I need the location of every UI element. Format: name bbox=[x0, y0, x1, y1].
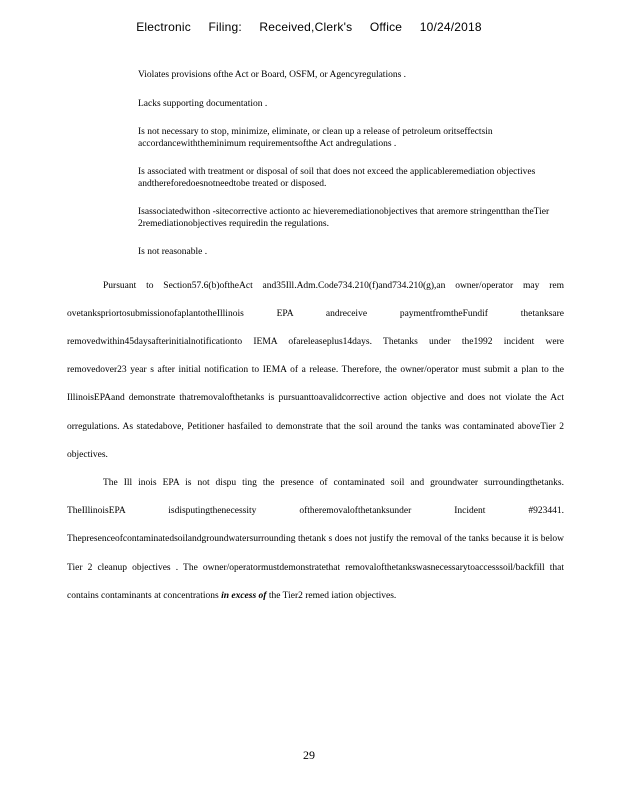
paragraph-pursuant: Pursuant to Section57.6(b)oftheAct and35Ill.Adm.Code734.210(f)and734.210(g),an owner/operator may rem ovetankspriortosubmissionofaplantotheIllinois EPA andreceive paymentfromtheFundif thetanksare removedwithin45daysafterinitialnotificationto IEMA ofareleaseplus14days. Thetanks under the1992 incident were removedover23 year s after initial notification to IEMA of a release. Therefore, the owner/operator must submit a plan to the IllinoisEPAand demonstrate thatremovalofthetanks is pursuanttoavalidcorrective action objective and does not violate the Act orregulations. As statedabove, Petitioner hasfailed to demonstrate that the soil around the tanks was contaminated aboveTier 2 objectives. bbox=[67, 280, 564, 460]
header-office: Office bbox=[369, 20, 403, 34]
paragraph-epa-dispute bbox=[67, 469, 564, 610]
header-received-clerks: Received,Clerk's bbox=[259, 20, 353, 34]
document-body bbox=[67, 70, 564, 610]
header-date: 10/24/2018 bbox=[419, 20, 482, 34]
list-item bbox=[67, 167, 564, 190]
paragraph-text-before: The Ill inois EPA is not dispu ting the presence of contaminated soil and groundwater surroundingthetanks. TheIllinoisEPA isdisputingthenecessity oftheremovalofthetanksunder Incident #923441. Thepresenceofcontaminatedsoilandgroundwatersurrounding thetank s does not justify the removal of the tanks because it is below Tier 2 cleanup objectives . The owner/operatormustdemonstratethat removalofthetankswasnecessarytoaccesssoil/backfill that contains contaminants at concentrations bbox=[67, 477, 564, 601]
efiling-header bbox=[0, 20, 618, 34]
list-item bbox=[67, 127, 564, 150]
list-item-text: Is not reasonable . bbox=[138, 247, 208, 257]
reasons-list bbox=[67, 70, 564, 259]
list-item-text: Is not necessary to stop, minimize, eliminate, or clean up a release of petroleum oritseffectsin accordancewiththeminimum requirementsofthe Act andregulations . bbox=[138, 127, 493, 149]
list-item bbox=[67, 207, 564, 230]
list-item-text: Lacks supporting documentation . bbox=[138, 98, 268, 109]
list-item bbox=[67, 247, 564, 259]
emphasis-in-excess-of: in excess of bbox=[221, 590, 267, 601]
list-item-text: Violates provisions ofthe Act or Board, OSFM, or Agencyregulations . bbox=[138, 70, 407, 80]
paragraph-text-after: the Tier2 remed iation objectives. bbox=[268, 590, 397, 601]
list-item bbox=[67, 70, 564, 82]
list-item-text: Is associated with treatment or disposal of soil that does not exceed the applicableremediation objectives andthereforedoesnotneedtobe treated or disposed. bbox=[138, 167, 536, 189]
header-electronic: Electronic bbox=[136, 20, 191, 34]
header-filing: Filing: bbox=[208, 20, 242, 34]
page-number: 29 bbox=[303, 748, 315, 762]
list-item-text: Isassociatedwithon -sitecorrective actionto ac hieveremediationobjectives that aremore stringentthan theTier 2remediationobjectives requiredin the regulations. bbox=[138, 207, 550, 229]
list-item bbox=[67, 99, 564, 111]
